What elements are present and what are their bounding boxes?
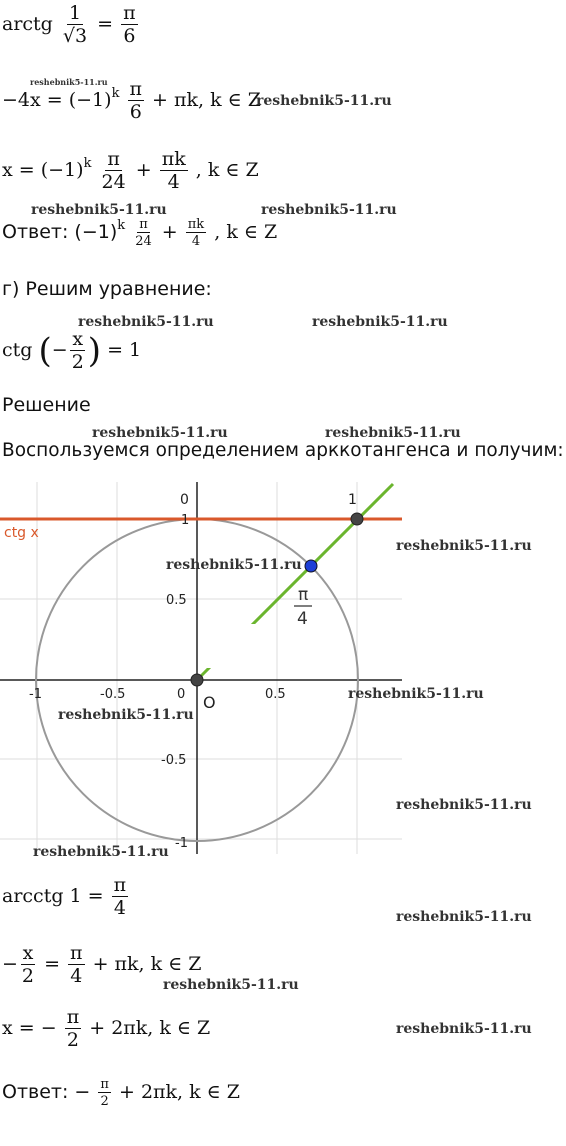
equation-ctg: ctg (− $\frac{x}{2}$ ) = 1 xyxy=(2,328,142,373)
fraction: $\frac{\pi}{4}$ xyxy=(70,942,83,987)
watermark: reshebnik5-11.ru xyxy=(30,77,108,87)
watermark: reshebnik5-11.ru xyxy=(396,909,532,925)
top-label-0: 0 xyxy=(180,492,189,508)
watermark: reshebnik5-11.ru xyxy=(166,557,302,573)
fraction: $\frac{\pi}{24}$ xyxy=(135,217,152,249)
watermark: reshebnik5-11.ru xyxy=(78,314,214,330)
fraction: $\frac{\pi}{4}$ xyxy=(113,874,127,919)
tick-x-neg05: -0.5 xyxy=(100,687,126,702)
tick-y-neg1: -1 xyxy=(175,836,188,851)
fraction: $\frac{x}{2}$ xyxy=(21,942,35,987)
use-definition-text: Воспользуемся определением арккотангенса и получим: xyxy=(2,440,564,461)
fraction: $\frac{\pi k}{4}$ xyxy=(161,148,186,193)
tick-y-1: 1 xyxy=(181,513,190,528)
fraction: $\frac{\pi k}{4}$ xyxy=(187,217,205,249)
arctg-text: arctg xyxy=(2,13,53,35)
origin-label: O xyxy=(203,693,216,712)
watermark: reshebnik5-11.ru xyxy=(396,1021,532,1037)
line-arctg: arctg $\frac{1}{√3}$ = $\frac{\pi}{6}$ xyxy=(2,2,136,47)
watermark: reshebnik5-11.ru xyxy=(58,707,194,723)
angle-label-num: π xyxy=(298,585,309,605)
line-arcctg: arcctg 1 = $\frac{\pi}{4}$ xyxy=(2,874,127,919)
fraction: $\frac{1}{√3}$ xyxy=(62,2,88,47)
ctg-label: ctg x xyxy=(4,525,39,541)
watermark: reshebnik5-11.ru xyxy=(261,202,397,218)
tick-x-neg1: -1 xyxy=(29,687,42,702)
watermark: reshebnik5-11.ru xyxy=(348,686,484,702)
tick-y-neg05: -0.5 xyxy=(161,753,187,768)
line-minus-x-half: − $\frac{x}{2}$ = $\frac{\pi}{4}$ + πk, k ∈ Z xyxy=(2,942,202,987)
point-on-circle xyxy=(305,560,317,572)
fraction: $\frac{\pi}{6}$ xyxy=(123,2,136,47)
tick-x-0: 0 xyxy=(177,687,186,702)
line-answer-1: Ответ: $(-1)^k$ $\frac{\pi}{24}$ + $\frac{\pi k}{4}$ , k ∈ Z xyxy=(2,217,278,249)
line-answer-2: Ответ: − $\frac{\pi}{2}$ + 2πk, k ∈ Z xyxy=(2,1077,240,1109)
fraction: $\frac{\pi}{2}$ xyxy=(100,1077,109,1109)
fraction: $\frac{\pi}{6}$ xyxy=(129,78,142,123)
watermark: reshebnik5-11.ru xyxy=(256,93,392,109)
watermark: reshebnik5-11.ru xyxy=(33,844,169,860)
origin-point xyxy=(191,674,203,686)
top-label-1: 1 xyxy=(348,492,357,508)
line-minus4x: $-4x = (-1)^k$ $\frac{\pi}{6}$ + πk, k ∈ Z xyxy=(2,78,261,123)
watermark: reshebnik5-11.ru xyxy=(163,977,299,993)
line-x-final: x = − $\frac{\pi}{2}$ + 2πk, k ∈ Z xyxy=(2,1006,211,1051)
fraction: $\frac{x}{2}$ xyxy=(71,328,84,373)
watermark: reshebnik5-11.ru xyxy=(92,425,228,441)
line-x-solution: $x = (-1)^k$ $\frac{\pi}{24}$ + $\frac{\pi k}{4}$ , k ∈ Z xyxy=(2,148,259,193)
angle-label-den: 4 xyxy=(297,609,308,629)
tick-x-05: 0.5 xyxy=(265,687,286,702)
watermark: reshebnik5-11.ru xyxy=(396,797,532,813)
watermark: reshebnik5-11.ru xyxy=(396,538,532,554)
fraction: $\frac{\pi}{24}$ xyxy=(101,148,126,193)
fraction: $\frac{\pi}{2}$ xyxy=(66,1006,80,1051)
watermark: reshebnik5-11.ru xyxy=(31,202,167,218)
solution-heading: Решение xyxy=(2,394,91,416)
watermark: reshebnik5-11.ru xyxy=(312,314,448,330)
label-mask xyxy=(204,624,264,668)
tick-y-05: 0.5 xyxy=(166,593,187,608)
watermark: reshebnik5-11.ru xyxy=(325,425,461,441)
part-g-heading: г) Решим уравнение: xyxy=(2,278,212,300)
grid xyxy=(0,482,402,854)
intersection-point xyxy=(351,513,363,525)
unit-circle-graph xyxy=(0,482,402,854)
